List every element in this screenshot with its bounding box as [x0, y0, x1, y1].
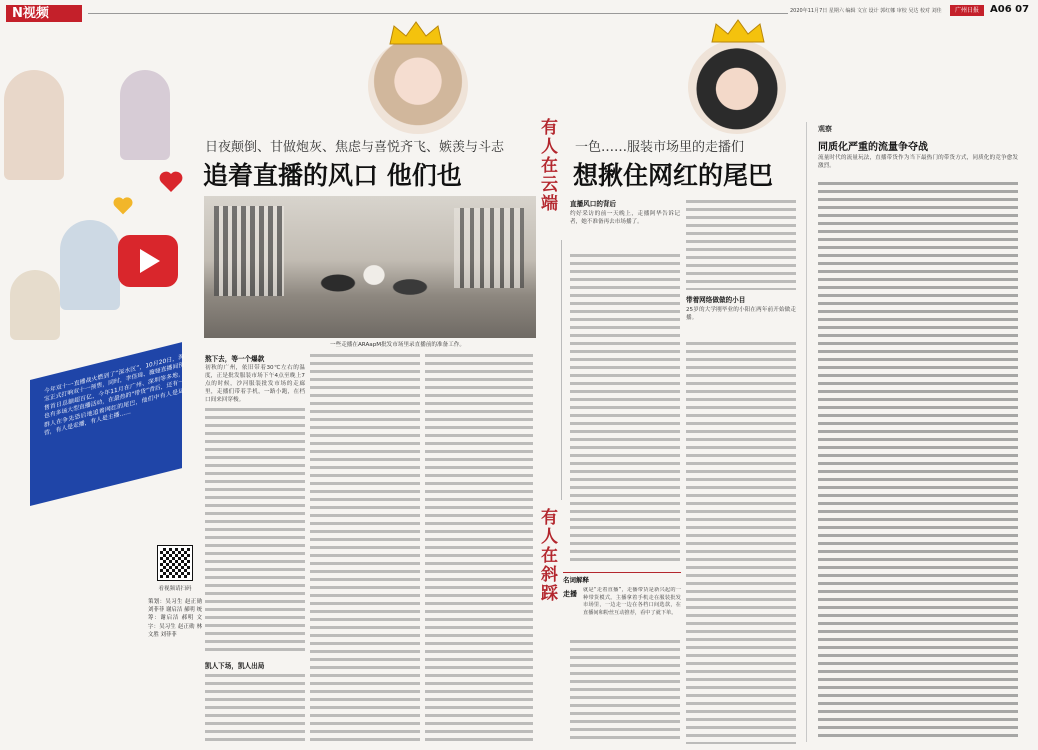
- credits: 策划：吴习生 赵正勋 刘菲菲 谢启洁 郝明 统筹：谢启洁 郝明 文字：吴习生 赵正勋 林文胜 刘菲菲: [148, 599, 202, 638]
- photo-caption: 一些走播在ARAapM批发市场里录直播前的准备工作。: [330, 342, 465, 348]
- illustration-figure: [10, 270, 60, 340]
- paragraph: 初秋的广州，依旧带着30℃左右的温度，正是批发服装市场下午4点至晚上7点的时候，沙河服装批发市场的走廊里，走播们带着手机，一路小跑，在档口间来回穿梭。: [205, 365, 305, 403]
- vertical-label-bottom: 有人在斜踩: [537, 508, 557, 603]
- portrait-female: [368, 38, 468, 134]
- intro-text: 今年双十一直播战火燃到了“深水区”，10月20日，淘宝正式打响双十一预售，同时，李佳琦、薇娅直播间预售首日总额超百亿，今年11月在广州、深圳等多地，也有多场大型直播活动，在最热的“带货”背后，还有一群人在争先恐后地追着网红的尾巴，他们中有人是运营，有人是走播，有人是主播……: [44, 354, 184, 438]
- notes-term: 走播: [563, 590, 577, 598]
- play-icon: [118, 235, 178, 287]
- notes-label: 名词解释: [563, 576, 589, 584]
- paragraph: 25岁的大学刚毕业的小阳在两年前开始做走播。: [686, 307, 796, 321]
- date-line: 2020年11月7日 星期六 编辑 文宣 设计 郭红娜 审校 吴达 校对 刘佳: [790, 8, 942, 14]
- text-block: [686, 340, 796, 744]
- photo-rack: [454, 208, 524, 288]
- photo-rack: [214, 206, 284, 296]
- headline-right: 想揪住网红的尾巴: [573, 161, 774, 190]
- photo-people: [314, 251, 434, 331]
- text-block: [818, 180, 1018, 740]
- column-divider: [561, 240, 562, 500]
- text-block: [425, 352, 533, 744]
- illustration-figure: [4, 70, 64, 180]
- headline-left: 追着直播的风口 他们也: [203, 161, 462, 190]
- text-block: [205, 406, 305, 656]
- illustration-figure: [60, 220, 120, 310]
- section-logo: N视频: [6, 5, 82, 22]
- column-label: 观察: [818, 125, 832, 133]
- column-lead: 流量时代的流量玩法，直播带货作为当下最热门的带货方式，同质化的竞争愈发激烈。: [818, 155, 1018, 169]
- crown-icon: [388, 20, 444, 50]
- subhead: 带着网络做做的小目: [686, 296, 746, 304]
- column-divider: [806, 122, 807, 742]
- text-block: [310, 352, 420, 744]
- kicker-left: 日夜颠倒、甘做炮灰、焦虑与喜悦齐飞、嫉羡与斗志: [205, 140, 505, 155]
- notes-box: [563, 572, 681, 633]
- text-block: [570, 638, 680, 744]
- subhead: 直播风口的背后: [570, 200, 617, 208]
- portrait-male: [688, 40, 786, 134]
- subhead: 熬下去，等一个爆款: [205, 355, 265, 363]
- illustration-figure: [120, 70, 170, 160]
- text-block: [205, 672, 305, 744]
- notes-definition: 就是“走着直播”，走播带货是新兴起的一种带货模式。主播拿着手机走在服装批发市场里，一边走一边在各档口间选款，在直播间和粉丝互动推荐，看中了就下单。: [583, 587, 681, 616]
- red-badge: 广州日报: [950, 5, 984, 16]
- vertical-label-top: 有人在云端: [537, 118, 557, 213]
- text-block: [686, 198, 796, 290]
- masthead-rule: [88, 13, 788, 14]
- heart-icon: [112, 196, 134, 220]
- column-title: 同质化严重的流量争夺战: [818, 142, 928, 153]
- subhead: 凯人下场，凯人出局: [205, 662, 265, 670]
- kicker-right: 一色……服装市场里的走播们: [575, 140, 745, 155]
- qr-caption: 看视频请扫码: [158, 586, 192, 592]
- qr-code[interactable]: [158, 546, 192, 580]
- paragraph: 约好采访的前一天晚上，走播阿华告诉记者，她不准备再去市场播了。: [570, 211, 680, 225]
- crown-icon: [710, 18, 766, 48]
- store-photo: [204, 196, 536, 338]
- text-block: [570, 252, 680, 566]
- heart-icon: [158, 170, 184, 198]
- page-number: A06 07: [990, 4, 1030, 15]
